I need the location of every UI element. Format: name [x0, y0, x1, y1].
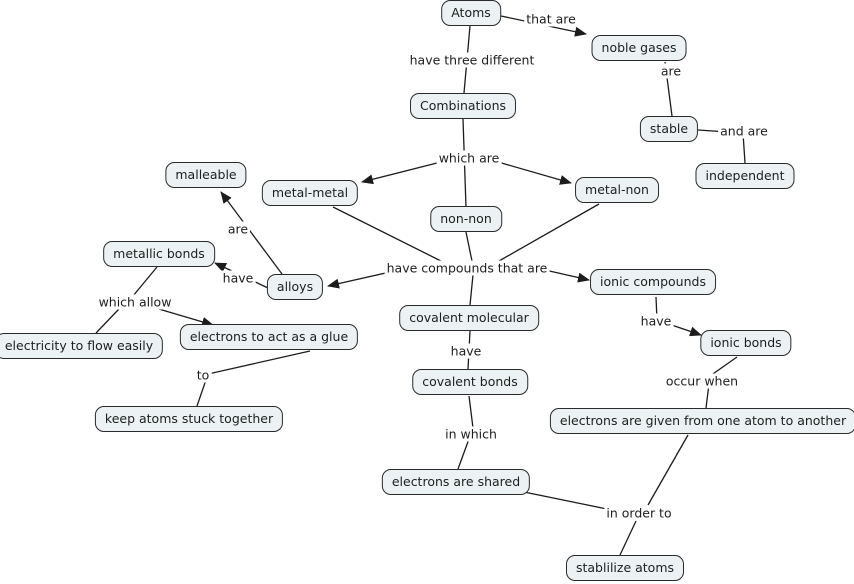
concept-node-covalent-bonds[interactable]: covalent bonds: [412, 369, 528, 395]
linking-phrase-to[interactable]: to: [196, 367, 210, 383]
edge-non-non-to-have-compounds: [466, 232, 472, 261]
concept-node-stablilize-atoms[interactable]: stablilize atoms: [566, 555, 684, 581]
concept-node-keep-atoms-stuck[interactable]: keep atoms stuck together: [95, 406, 283, 432]
linking-phrase-which-allow[interactable]: which allow: [98, 294, 172, 310]
edge-in-order-to-to-stablilize-atoms: [620, 521, 636, 555]
linking-phrase-have-covalent[interactable]: have: [450, 343, 482, 359]
linking-phrase-are-malleable[interactable]: are: [227, 221, 249, 237]
linking-phrase-and-are[interactable]: and are: [720, 123, 768, 139]
concept-node-metal-non[interactable]: metal-non: [575, 177, 659, 203]
linking-phrase-have-metallic[interactable]: have: [222, 270, 254, 286]
concept-node-electrons-shared[interactable]: electrons are shared: [382, 469, 530, 495]
concept-node-ionic-compounds[interactable]: ionic compounds: [590, 269, 716, 295]
edge-which-allow-to-electrons-glue: [152, 307, 213, 325]
linking-phrase-in-order-to[interactable]: in order to: [606, 505, 672, 521]
concept-node-combinations[interactable]: Combinations: [410, 93, 516, 119]
linking-phrase-have-three-different[interactable]: have three different: [409, 52, 535, 68]
linking-phrase-have-ionic[interactable]: have: [640, 313, 672, 329]
concept-node-independent[interactable]: independent: [695, 163, 794, 189]
edge-metallic-bonds-to-which-allow: [133, 267, 157, 296]
edge-which-are-to-metal-metal: [362, 162, 441, 182]
concept-node-stable[interactable]: stable: [640, 116, 698, 142]
edge-which-are-to-metal-non: [498, 162, 571, 183]
edge-which-allow-to-electricity-flow: [96, 309, 119, 333]
edge-metal-non-to-have-compounds: [499, 204, 599, 261]
concept-node-electrons-glue[interactable]: electrons to act as a glue: [180, 324, 358, 350]
concept-node-alloys[interactable]: alloys: [267, 274, 323, 300]
edge-electrons-given-to-in-order-to: [648, 435, 688, 505]
linking-phrase-are-stable[interactable]: are: [660, 63, 682, 79]
edge-electrons-shared-to-in-order-to: [524, 492, 607, 509]
linking-phrase-have-compounds[interactable]: have compounds that are: [386, 260, 548, 276]
concept-node-atoms[interactable]: Atoms: [441, 0, 501, 26]
concept-node-ionic-bonds[interactable]: ionic bonds: [700, 330, 791, 356]
edge-metal-metal-to-have-compounds: [333, 207, 443, 262]
linking-phrase-that-are[interactable]: that are: [526, 11, 576, 27]
concept-node-metal-metal[interactable]: metal-metal: [262, 180, 358, 206]
linking-phrase-in-which[interactable]: in which: [445, 426, 497, 442]
edge-have-compounds-to-covalent-molecular: [470, 275, 473, 305]
concept-node-metallic-bonds[interactable]: metallic bonds: [103, 241, 215, 267]
concept-node-non-non[interactable]: non-non: [430, 206, 502, 232]
edge-have-compounds-to-ionic-compounds: [545, 270, 589, 280]
concept-node-malleable[interactable]: malleable: [165, 162, 246, 188]
concept-node-noble-gases[interactable]: noble gases: [592, 35, 687, 61]
linking-phrase-occur-when[interactable]: occur when: [665, 373, 739, 389]
concept-node-covalent-molecular[interactable]: covalent molecular: [399, 305, 539, 331]
edge-have-compounds-to-alloys: [328, 272, 390, 286]
concept-node-electricity-flow[interactable]: electricity to flow easily: [0, 333, 163, 359]
edge-electrons-glue-to-keep-atoms-stuck: [197, 351, 310, 406]
concept-node-electrons-given[interactable]: electrons are given from one atom to another: [550, 408, 854, 434]
linking-phrase-which-are[interactable]: which are: [438, 150, 500, 166]
